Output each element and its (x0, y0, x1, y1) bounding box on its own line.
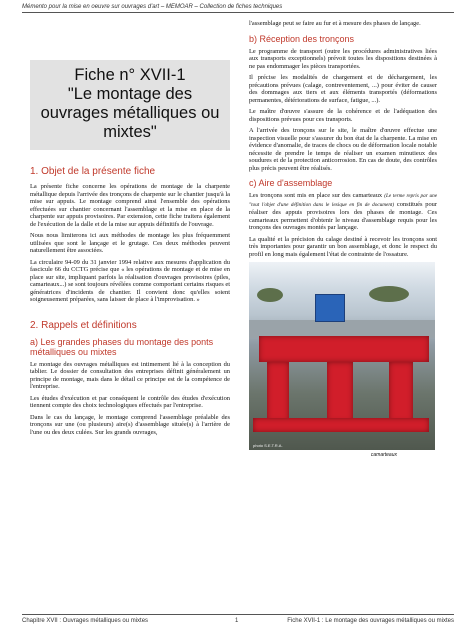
red-beam (259, 336, 429, 362)
paragraph: La qualité et la précision du calage destiné à recevoir les tronçons sont très importantes pour garantir un bon assemblage, et donc le respect du profil en long mais également l'état de contrainte de l'ossature. (249, 235, 437, 258)
red-support (267, 362, 289, 422)
red-support (389, 362, 413, 422)
paragraph-text: constitués pour réaliser des appuis provisoires lors des phases de montage. Ces camarteaux permettent d'obtenir le niveau d'assemblage requis pour les tronçons des ouvrages montés par lançage. (249, 200, 437, 231)
red-support (327, 362, 353, 422)
paragraph: A l'arrivée des tronçons sur le site, le maître d'œuvre effectue une inspection visuelle pour s'assurer du bon état de la charpente. La mise en évidence d'anomalie, de traces de chocs ou de déformation locale notable nécessite de prendre le temps de réaliser un examen minutieux des soudures et de la protection anticorrosion. En cas de doute, des contrôles plus précis peuvent être réalisés. (249, 127, 437, 172)
tree-shape (369, 286, 409, 302)
footnote-inline: (Le terme repris par une "tout l'objet d'une définition dans le lexique en fin de document) (249, 193, 437, 208)
section-heading: 1. Objet de la présente fiche (30, 166, 156, 177)
paragraph: Dans le cas du lançage, le montage comprend l'assemblage préalable des tronçons sur une (ou plusieurs) aire(s) d'assemblage située(s) à l'arrière de l'une ou des deux culées. Sur les grands ouvrages, (30, 413, 230, 436)
camarteaux-photo (249, 262, 435, 450)
subsection-heading: a) Les grandes phases du montage des ponts métalliques ou mixtes (30, 336, 214, 357)
paragraph: Le montage des ouvrages métalliques est intimement lié à la conception du tablier. Le dossier de consultation des entreprises définit généralement un principe de montage, mais dans le détail ce principe est de la compétence de l'entreprise. (30, 360, 230, 390)
page-number: 1 (235, 618, 239, 624)
footer-chapter: Chapitre XVII : Ouvrages métalliques ou mixtes (22, 618, 149, 624)
paragraph: Il précise les modalités de chargement et de déchargement, les précautions prévues (calage, contreventement, ...) pour éviter de causer des dommages aux tiers et aux éléments transportés (déformations permanentes, détériorations de surface, fatigue, ...). (249, 74, 437, 104)
subsection-heading: c) Aire d'assemblage (249, 178, 333, 188)
paragraph: La circulaire 94-09 du 31 janvier 1994 relative aux mesures d'application du fascicule 66 du CCTG précise que « les opérations de montage et de mise en place sur site, impliquant parfois la réalisation d'ouvrages provisoires (piles, camarteaux...) se sont toujours révélées comme comportant certains risques et génératrices d'incidents de chantier. Il convient donc qu'elles soient soigneusement préparées, sans laisser de place à l'improvisation. » (30, 258, 230, 303)
footer-fiche: Fiche XVII-1 : Le montage des ouvrages métalliques ou mixtes (287, 618, 454, 624)
page-header: Mémento pour la mise en oeuvre sur ouvrages d'art – MEMOAR – Collection de fiches techniques (22, 4, 454, 13)
left-column (30, 20, 230, 440)
blue-crate (315, 294, 345, 322)
right-column (249, 20, 437, 458)
page-footer (22, 614, 454, 624)
paragraph (249, 192, 437, 232)
paragraph-text: Les tronçons sont mis en place sur des camarteaux (249, 192, 383, 199)
tree-shape (257, 288, 283, 302)
fiche-title-line: mixtes" (103, 123, 157, 141)
fiche-title (30, 60, 230, 150)
subsection-heading: b) Réception des tronçons (249, 33, 355, 44)
paragraph: Le maître d'œuvre s'assure de la cohérence et de l'adéquation des dispositions prévues pour ces transports. (249, 108, 437, 123)
paragraph: l'assemblage peut se faire au fur et à mesure des phases de lançage. (249, 20, 421, 27)
fiche-title-line: "Le montage des (67, 85, 193, 103)
paragraph: La présente fiche concerne les opérations de montage de la charpente métallique depuis l'arrivée des tronçons de charpente sur le chantier jusqu'à la mise sur appuis. Le montage comprend ainsi l'ensemble des opérations effectuées sur chantier concernant l'assemblage et la mise en place de la charpente sur appuis provisoires. Par extension, cette fiche traitera également de l'exécution de la dalle et de la mise sur appuis définitifs de l'ouvrage. (30, 183, 230, 228)
paragraph: Nous nous limiterons ici aux méthodes de montage les plus fréquemment utilisées que sont le lançage et le grutage. Ces deux méthodes peuvent naturellement être associées. (30, 232, 230, 254)
section-heading: 2. Rappels et définitions (30, 319, 137, 331)
fiche-title-line: ouvrages métalliques ou (40, 104, 220, 122)
paragraph: Les études d'exécution et par conséquent le contrôle des études d'exécution tiennent compte des choix technologiques effectués par l'entreprise. (30, 394, 230, 409)
photo-caption: photo S.E.T.R.A. (253, 443, 283, 448)
red-base (253, 418, 429, 432)
paragraph: Le programme de transport (outre les procédures administratives liées aux transports exceptionnels) prévoit toutes les dispositions destinées à ne pas endommager les pièces transportées. (249, 47, 437, 70)
fiche-title-line: Fiche n° XVII-1 (74, 66, 186, 84)
photo-label: camarteaux (370, 452, 397, 458)
